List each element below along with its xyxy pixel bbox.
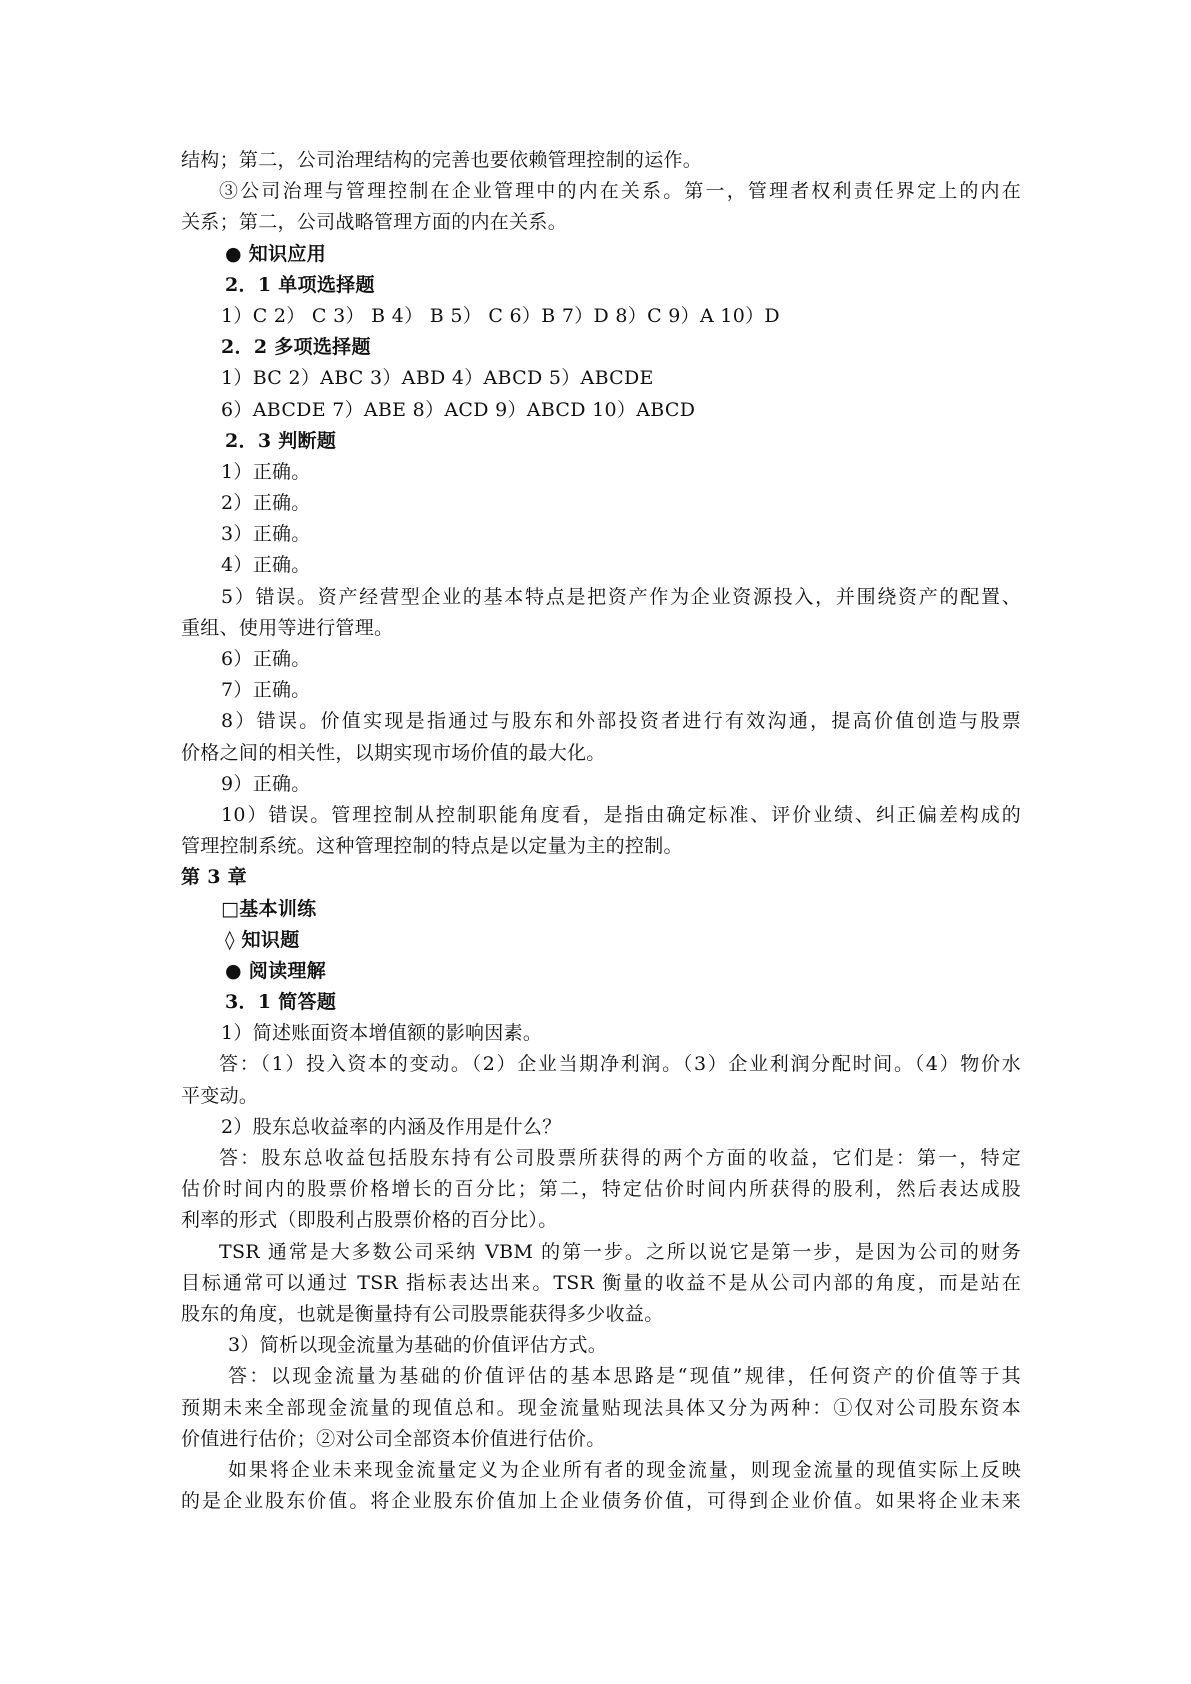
text-line: 4）正确。 bbox=[221, 554, 311, 577]
text-line: 结构；第二，公司治理结构的完善也要依赖管理控制的运作。 bbox=[181, 149, 703, 171]
text-line: TSR 通常是大多数公司采纳 VBM 的第一步。之所以说它是第一步，是因为公司的财务 bbox=[219, 1240, 1021, 1263]
text-line: 8）错误。价值实现是指通过与股东和外部投资者进行有效沟通，提高价值创造与股票 bbox=[221, 710, 1021, 733]
text-line: 管理控制系统。这种管理控制的特点是以定量为主的控制。 bbox=[181, 835, 683, 858]
text-line: 7）正确。 bbox=[221, 679, 311, 702]
text-line: 估价时间内的股票价格增长的百分比；第二，特定估价时间内所获得的股利，然后表达成股 bbox=[181, 1178, 1021, 1201]
text-line: 利率的形式（即股利占股票价格的百分比）。 bbox=[181, 1209, 558, 1232]
text-line: 3）简析以现金流量为基础的价值评估方式。 bbox=[228, 1334, 608, 1357]
text-line: 2）股东总收益率的内涵及作用是什么？ bbox=[221, 1115, 562, 1138]
text-line: 预期未来全部现金流量的现值总和。现金流量贴现法具体又分为两种：①仅对公司股东资本 bbox=[181, 1396, 1021, 1419]
text-line: 9）正确。 bbox=[221, 772, 311, 795]
text-line: 1）简述账面资本增值额的影响因素。 bbox=[221, 1022, 543, 1045]
heading-line: ● 阅读理解 bbox=[225, 959, 326, 982]
text-line: 重组、使用等进行管理。 bbox=[181, 616, 394, 639]
text-line: 平变动。 bbox=[181, 1084, 259, 1107]
heading-line: □基本训练 bbox=[221, 897, 317, 920]
text-line: 3）正确。 bbox=[221, 523, 311, 546]
text-line: 价值进行估价；②对公司全部资本价值进行估价。 bbox=[181, 1427, 606, 1450]
text-line: 股东的角度，也就是衡量持有公司股票能获得多少收益。 bbox=[181, 1302, 664, 1325]
text-line: 6）正确。 bbox=[221, 648, 311, 670]
text-line: 答：（1）投入资本的变动。（2）企业当期净利润。（3）企业利润分配时间。（4）物价水 bbox=[219, 1053, 1021, 1076]
text-line: 关系；第二，公司战略管理方面的内在关系。 bbox=[181, 211, 568, 234]
heading-line: 2．2 多项选择题 bbox=[221, 336, 371, 359]
text-line: 1）C 2） C 3） B 4） B 5） C 6）B 7）D 8）C 9）A 10）D bbox=[221, 304, 780, 327]
text-line: 答：股东总收益包括股东持有公司股票所获得的两个方面的收益，它们是：第一，特定 bbox=[219, 1147, 1021, 1169]
heading-line: 3．1 简答题 bbox=[225, 991, 337, 1014]
text-line: ③公司治理与管理控制在企业管理中的内在关系。第一，管理者权利责任界定上的内在 bbox=[219, 180, 1021, 203]
text-line: 6）ABCDE 7）ABE 8）ACD 9）ABCD 10）ABCD bbox=[221, 398, 696, 421]
text-line: 目标通常可以通过 TSR 指标表达出来。TSR 衡量的收益不是从公司内部的角度，而是站在 bbox=[181, 1271, 1021, 1294]
text-line: 答：以现金流量为基础的价值评估的基本思路是“现值”规律，任何资产的价值等于其 bbox=[228, 1365, 1021, 1388]
text-line: 1）BC 2）ABC 3）ABD 4）ABCD 5）ABCDE bbox=[221, 367, 654, 390]
heading-line: ◊ 知识题 bbox=[225, 928, 300, 951]
text-line: 价格之间的相关性，以期实现市场价值的最大化。 bbox=[181, 741, 606, 764]
heading-line: 2．3 判断题 bbox=[225, 429, 337, 452]
text-line: 如果将企业未来现金流量定义为企业所有者的现金流量，则现金流量的现值实际上反映 bbox=[228, 1458, 1021, 1481]
document-page bbox=[181, 145, 1021, 1517]
text-line: 1）正确。 bbox=[221, 460, 311, 483]
text-line: 5）错误。资产经营型企业的基本特点是把资产作为企业资源投入，并围绕资产的配置、 bbox=[221, 585, 1021, 608]
heading-line: 第 3 章 bbox=[181, 866, 247, 889]
text-line: 2）正确。 bbox=[221, 492, 311, 515]
text-line: 10）错误。管理控制从控制职能角度看，是指由确定标准、评价业绩、纠正偏差构成的 bbox=[221, 803, 1021, 826]
heading-line: 2．1 单项选择题 bbox=[225, 273, 375, 296]
text-line: 的是企业股东价值。将企业股东价值加上企业债务价值，可得到企业价值。如果将企业未来 bbox=[181, 1490, 1021, 1513]
heading-line: ● 知识应用 bbox=[225, 242, 326, 265]
